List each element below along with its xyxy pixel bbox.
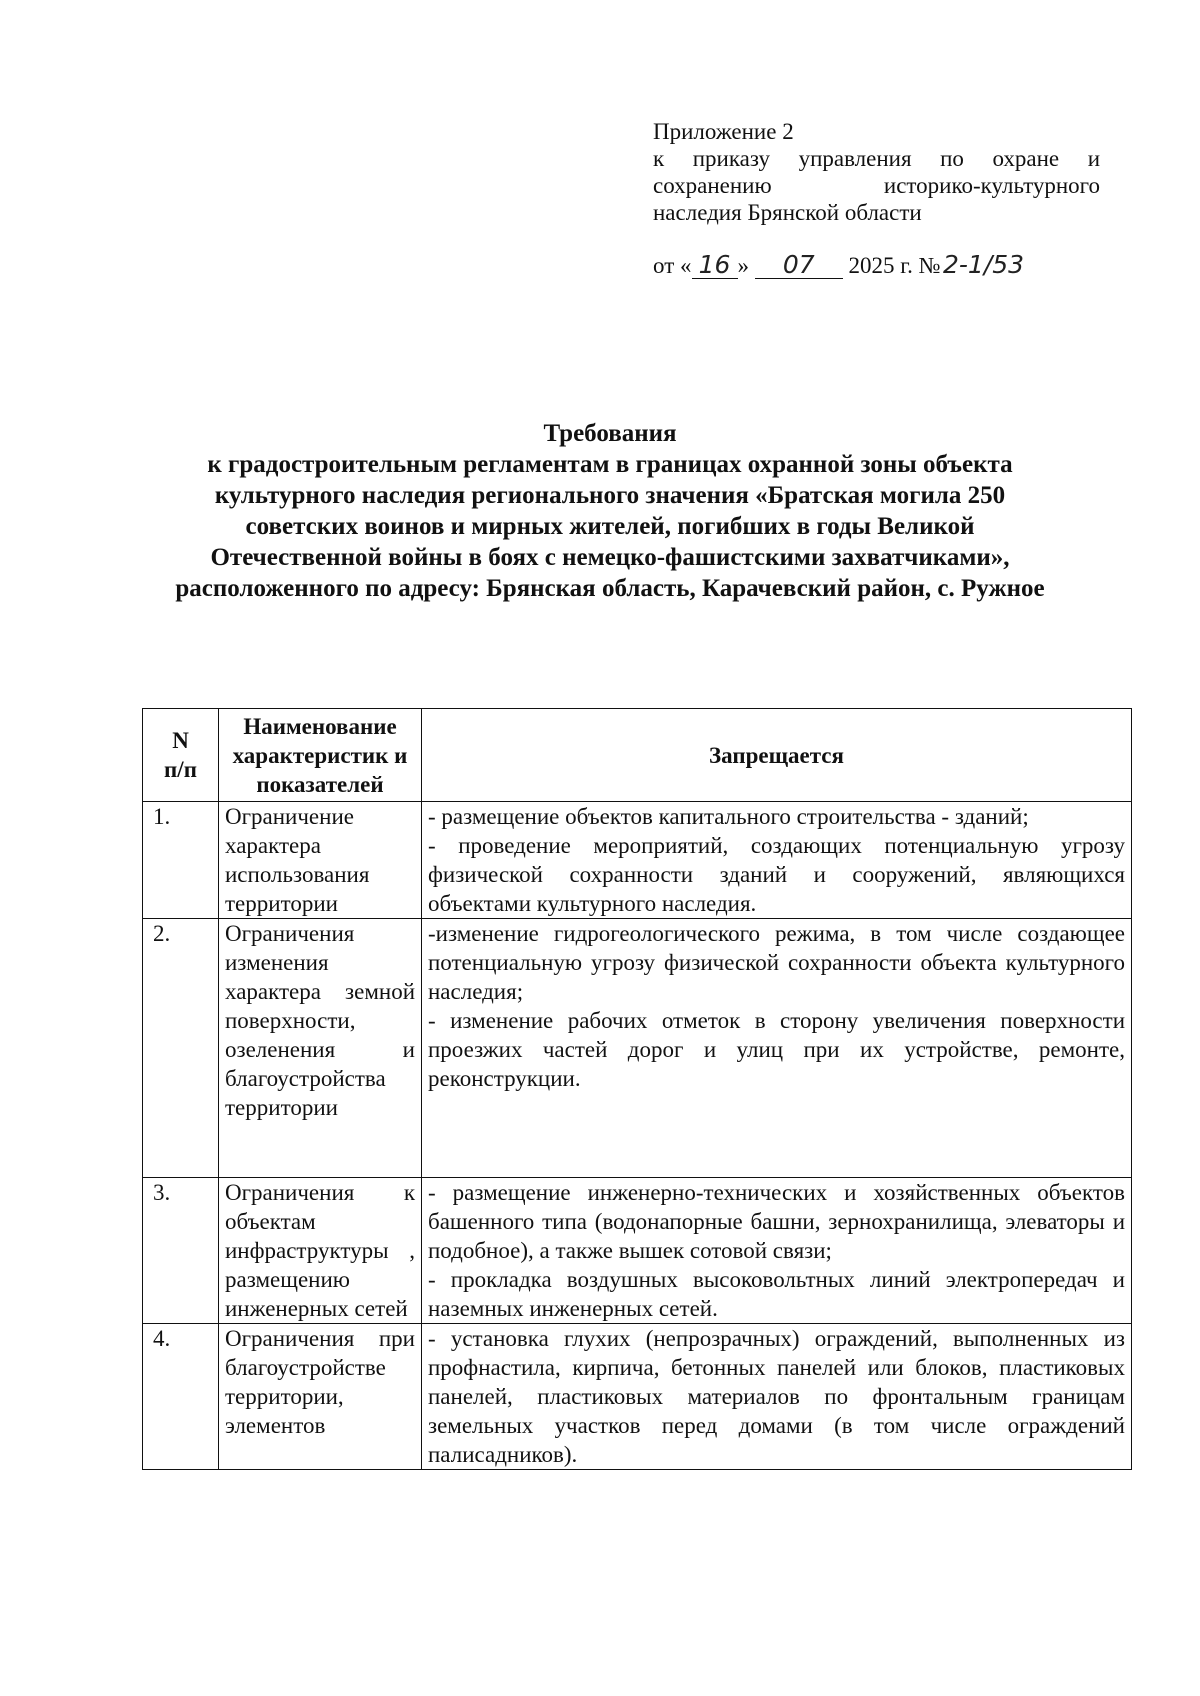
appendix-line-4: наследия Брянской области (653, 200, 922, 225)
row-number: 4. (143, 1324, 219, 1470)
row-characteristic: Ограничения к объектам инфраструктуры , размещению инженерных сетей (219, 1178, 422, 1324)
forbidden-item: - прокладка воздушных высоковольтных линий электропередач и наземных инженерных сетей. (428, 1267, 1125, 1321)
forbidden-item: -изменение гидрогеологического режима, в том числе создающее потенциальную угрозу физической сохранности объекта культурного наследия; (428, 921, 1125, 1004)
row-number: 1. (143, 802, 219, 919)
header-name: Наименование характеристик и показателей (219, 709, 422, 802)
row-forbidden (422, 1324, 1132, 1470)
handwritten-day: 16 (692, 252, 738, 279)
row-forbidden (422, 919, 1132, 1178)
forbidden-item: - установка глухих (непрозрачных) ограждений, выполненных из профнастила, кирпича, бетонных панелей или блоков, пластиковых панелей, пластиковых материалов по фронтальным границам земельных участков перед домами (в том числе ограждений палисадников). (428, 1326, 1125, 1467)
date-year: 2025 г. № (848, 253, 941, 278)
row-number: 2. (143, 919, 219, 1178)
document-title (160, 418, 1060, 604)
row-number: 3. (143, 1178, 219, 1324)
forbidden-item: - размещение объектов капитального строительства - зданий; (428, 804, 1029, 829)
table-row (143, 919, 1132, 1178)
appendix-line-2: к приказу управления по охране и (653, 146, 1100, 171)
header-number-n: N (172, 728, 189, 753)
appendix-header (653, 118, 1100, 226)
row-forbidden (422, 1178, 1132, 1324)
forbidden-item: - проведение мероприятий, создающих потенциальную угрозу физической сохранности зданий и сооружений, являющихся объектами культурного наследия. (428, 833, 1125, 916)
handwritten-order-number: 2-1/53 (943, 250, 1025, 279)
row-characteristic: Ограничение характера использования территории (219, 802, 422, 919)
row-characteristic: Ограничения изменения характера земной поверхности, озеленения и благоустройства территории (219, 919, 422, 1178)
header-number-pp: п/п (164, 757, 197, 782)
requirements-table (142, 708, 1132, 1470)
appendix-title: Приложение 2 (653, 119, 794, 144)
title-heading: Требования (543, 420, 677, 447)
table-row (143, 802, 1132, 919)
table-row (143, 1178, 1132, 1324)
appendix-line-3: сохранению историко-культурного (653, 173, 1100, 198)
handwritten-month: 07 (755, 252, 843, 279)
table-row (143, 1324, 1132, 1470)
row-characteristic: Ограничения при благоустройстве территории, элементов (219, 1324, 422, 1470)
date-mid: » (737, 253, 749, 278)
order-date-line (653, 252, 1027, 279)
date-prefix: от « (653, 253, 692, 278)
header-number (143, 709, 219, 802)
forbidden-item: - изменение рабочих отметок в сторону увеличения поверхности проезжих частей дорог и улиц при их устройстве, ремонте, реконструкции. (428, 1008, 1125, 1091)
forbidden-item: - размещение инженерно-технических и хозяйственных объектов башенного типа (водонапорные башни, зернохранилища, элеваторы и подобное), а также вышек сотовой связи; (428, 1180, 1125, 1263)
table-header-row (143, 709, 1132, 802)
row-forbidden (422, 802, 1132, 919)
header-forbidden: Запрещается (422, 709, 1132, 802)
title-body: к градостроительным регламентам в границах охранной зоны объекта культурного наследия регионального значения «Братская могила 250 советских воинов и мирных жителей, погибших в годы Великой Отечественной войны в боях с немецко-фашистскими захватчиками», расположенного по адресу: Брянская область, Карачевский район, с. Ружное (175, 451, 1045, 602)
